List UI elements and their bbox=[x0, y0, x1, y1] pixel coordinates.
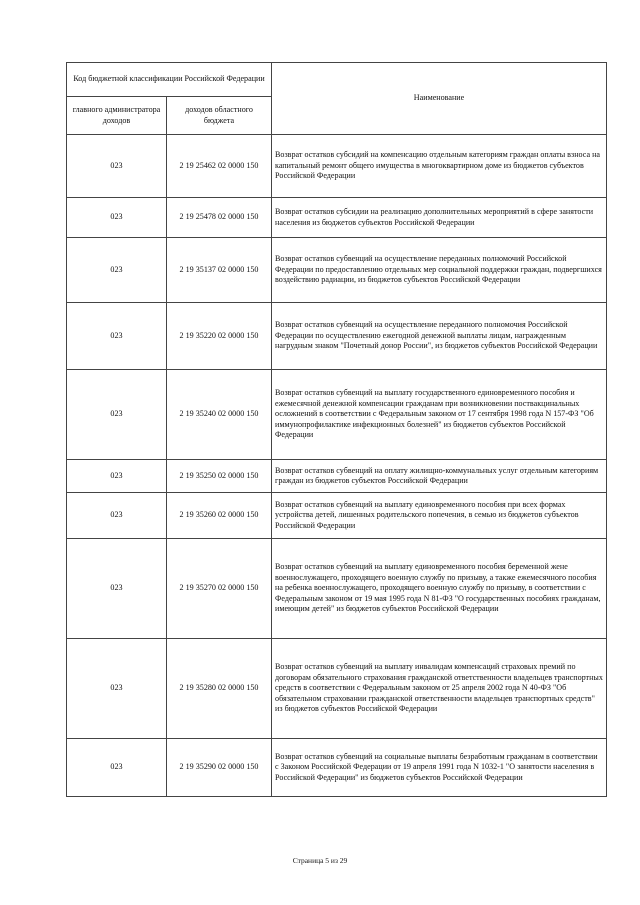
name-cell: Возврат остатков субвенций на осуществление переданного полномочия Российской Федерации по осуществлению ежегодной денежной выплаты лицам, награжденным нагрудным знаком "Почетный донор России", из бюджетов субъектов Российской Федерации bbox=[272, 303, 607, 370]
header-row-group bbox=[67, 63, 607, 97]
income-code-cell: 2 19 35280 02 0000 150 bbox=[167, 639, 272, 739]
income-code-cell: 2 19 35260 02 0000 150 bbox=[167, 493, 272, 539]
name-cell: Возврат остатков субвенций на оплату жилищно-коммунальных услуг отдельным категориям граждан из бюджетов субъектов Российской Федерации bbox=[272, 460, 607, 493]
admin-code-cell: 023 bbox=[67, 370, 167, 460]
name-cell: Возврат остатков субвенций на выплату единовременного пособия при всех формах устройства детей, лишенных родительского попечения, в семью из бюджетов субъектов Российской Федерации bbox=[272, 493, 607, 539]
admin-code-cell: 023 bbox=[67, 493, 167, 539]
admin-code-cell: 023 bbox=[67, 135, 167, 198]
header-income-code: доходов областного бюджета bbox=[167, 97, 272, 135]
header-name: Наименование bbox=[272, 63, 607, 135]
income-code-cell: 2 19 35220 02 0000 150 bbox=[167, 303, 272, 370]
income-code-cell: 2 19 25478 02 0000 150 bbox=[167, 198, 272, 238]
name-cell: Возврат остатков субвенций на осуществление переданных полномочий Российской Федерации по предоставлению отдельных мер социальной поддержки граждан, подвергшихся воздействию радиации, из бюджетов субъектов Российской Федерации bbox=[272, 238, 607, 303]
income-code-cell: 2 19 35250 02 0000 150 bbox=[167, 460, 272, 493]
header-admin-code: главного администратора доходов bbox=[67, 97, 167, 135]
name-cell: Возврат остатков субвенций на социальные выплаты безработным гражданам в соответствии с Законом Российской Федерации от 19 апреля 1991 года N 1032-1 "О занятости населения в Российской Федерации" из бюджетов субъектов Российской Федерации bbox=[272, 739, 607, 797]
admin-code-cell: 023 bbox=[67, 238, 167, 303]
table-row bbox=[67, 135, 607, 198]
name-cell: Возврат остатков субсидии на реализацию дополнительных мероприятий в сфере занятости населения из бюджетов субъектов Российской Федерации bbox=[272, 198, 607, 238]
income-code-cell: 2 19 35240 02 0000 150 bbox=[167, 370, 272, 460]
table-body bbox=[67, 63, 607, 797]
table-row bbox=[67, 739, 607, 797]
admin-code-cell: 023 bbox=[67, 739, 167, 797]
table-row bbox=[67, 198, 607, 238]
income-code-cell: 2 19 35270 02 0000 150 bbox=[167, 539, 272, 639]
table-row bbox=[67, 303, 607, 370]
admin-code-cell: 023 bbox=[67, 539, 167, 639]
table-row bbox=[67, 460, 607, 493]
admin-code-cell: 023 bbox=[67, 460, 167, 493]
income-code-cell: 2 19 35290 02 0000 150 bbox=[167, 739, 272, 797]
table-row bbox=[67, 238, 607, 303]
name-cell: Возврат остатков субвенций на выплату единовременного пособия беременной жене военнослужащего, проходящего военную службу по призыву, а также ежемесячного пособия на ребенка военнослужащего, проходящего военную службу по призыву, в соответствии с Федеральным законом от 19 мая 1995 года N 81-ФЗ "О государственных пособиях гражданам, имеющим детей" из бюджетов субъектов Российской Федерации bbox=[272, 539, 607, 639]
name-cell: Возврат остатков субвенций на выплату инвалидам компенсаций страховых премий по договорам обязательного страхования гражданской ответственности владельцев транспортных средств в соответствии с Федеральным законом от 25 апреля 2002 года N 40-ФЗ "Об обязательном страховании гражданской ответственности владельцев транспортных средств" из бюджетов субъектов Российской Федерации bbox=[272, 639, 607, 739]
admin-code-cell: 023 bbox=[67, 198, 167, 238]
income-code-cell: 2 19 25462 02 0000 150 bbox=[167, 135, 272, 198]
table-row bbox=[67, 370, 607, 460]
header-budget-code-group: Код бюджетной классификации Российской Федерации bbox=[67, 63, 272, 97]
budget-classification-table bbox=[66, 62, 607, 797]
income-code-cell: 2 19 35137 02 0000 150 bbox=[167, 238, 272, 303]
admin-code-cell: 023 bbox=[67, 303, 167, 370]
table-row bbox=[67, 493, 607, 539]
name-cell: Возврат остатков субвенций на выплату государственного единовременного пособия и ежемесячной денежной компенсации гражданам при возникновении поствакцинальных осложнений в соответствии с Федеральным законом от 17 сентября 1998 года N 157-ФЗ "Об иммунопрофилактике инфекционных болезней" из бюджетов субъектов Российской Федерации bbox=[272, 370, 607, 460]
table-row bbox=[67, 539, 607, 639]
page-number: Страница 5 из 29 bbox=[292, 856, 348, 865]
table-row bbox=[67, 639, 607, 739]
name-cell: Возврат остатков субсидий на компенсацию отдельным категориям граждан оплаты взноса на капитальный ремонт общего имущества в многоквартирном доме из бюджетов субъектов Российской Федерации bbox=[272, 135, 607, 198]
admin-code-cell: 023 bbox=[67, 639, 167, 739]
